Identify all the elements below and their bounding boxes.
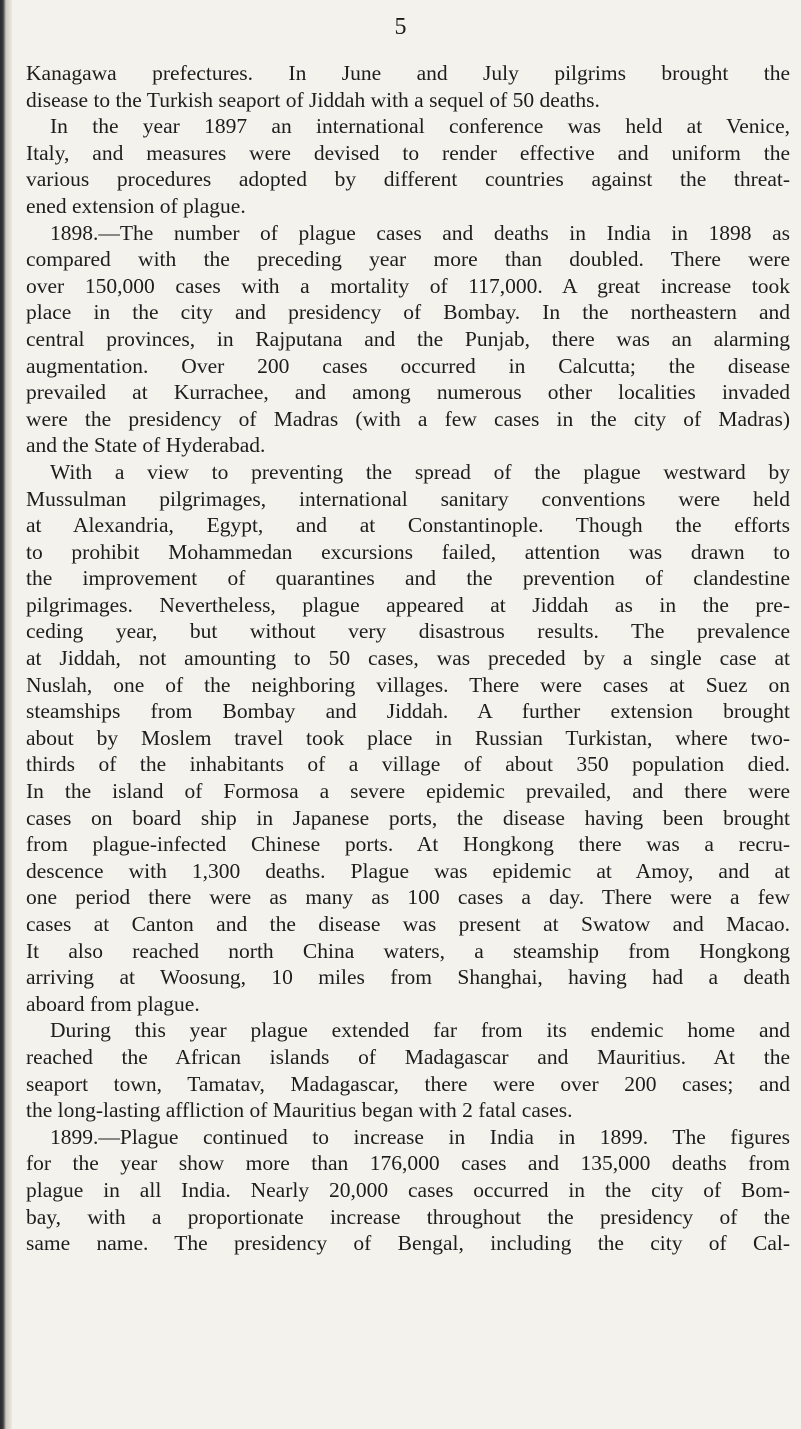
text-line: same name. The presidency of Bengal, including the city of Cal- (26, 1231, 790, 1256)
text-line: cases on board ship in Japanese ports, the disease having been brought (26, 805, 790, 830)
text-line: In the year 1897 an international conference was held at Venice, (50, 114, 790, 139)
text-line: seaport town, Tamatav, Madagascar, there were over 200 cases; and (26, 1071, 790, 1096)
text-line: With a view to preventing the spread of the plague westward by (50, 459, 790, 484)
text-line: In the island of Formosa a severe epidemic prevailed, and there were (26, 779, 790, 804)
text-line: augmentation. Over 200 cases occurred in Calcutta; the disease (26, 353, 790, 378)
text-line: It also reached north China waters, a steamship from Hongkong (26, 938, 790, 963)
text-line: arriving at Woosung, 10 miles from Shanghai, having had a death (26, 965, 790, 990)
text-line: aboard from plague. (26, 991, 200, 1016)
text-line: Nuslah, one of the neighboring villages. There were cases at Suez on (26, 672, 790, 697)
text-line: disease to the Turkish seaport of Jiddah with a sequel of 50 deaths. (26, 87, 600, 112)
text-line: various procedures adopted by different countries against the threat- (26, 167, 790, 192)
text-line: descence with 1,300 deaths. Plague was epidemic at Amoy, and at (26, 858, 790, 883)
text-line: central provinces, in Rajputana and the Punjab, there was an alarming (26, 326, 790, 351)
text-line: Mussulman pilgrimages, international sanitary conventions were held (26, 486, 790, 511)
text-line: steamships from Bombay and Jiddah. A further extension brought (26, 699, 790, 724)
text-line: were the presidency of Madras (with a few cases in the city of Madras) (26, 406, 790, 431)
text-line: one period there were as many as 100 cases a day. There were a few (26, 885, 790, 910)
text-line: thirds of the inhabitants of a village of about 350 population died. (26, 752, 790, 777)
text-line: pilgrimages. Nevertheless, plague appeared at Jiddah as in the pre- (26, 592, 790, 617)
text-line: the improvement of quarantines and the prevention of clandestine (26, 566, 790, 591)
text-line: and the State of Hyderabad. (26, 433, 266, 458)
text-line: 1899.—Plague continued to increase in India in 1899. The figures (50, 1124, 790, 1149)
book-binding-edge (0, 0, 12, 1429)
text-line: plague in all India. Nearly 20,000 cases occurred in the city of Bom- (26, 1177, 790, 1202)
text-line: cases at Canton and the disease was present at Swatow and Macao. (26, 912, 790, 936)
text-line: from plague-infected Chinese ports. At Hongkong there was a recru- (26, 832, 790, 857)
text-line: to prohibit Mohammedan excursions failed, attention was drawn to (26, 539, 790, 564)
text-line: ceding year, but without very disastrous results. The prevalence (26, 619, 790, 644)
text-line: Kanagawa prefectures. In June and July pilgrims brought the (26, 61, 790, 85)
text-line: prevailed at Kurrachee, and among numerous other localities invaded (26, 380, 790, 405)
body-text (26, 60, 790, 1257)
text-line: bay, with a proportionate increase throughout the presidency of the (26, 1204, 790, 1229)
text-line: ened extension of plague. (26, 193, 246, 218)
page-number: 5 (394, 14, 407, 40)
text-line: compared with the preceding year more than doubled. There were (26, 247, 790, 272)
text-line: for the year show more than 176,000 cases and 135,000 deaths from (26, 1151, 790, 1176)
text-line: Italy, and measures were devised to render effective and uniform the (26, 140, 790, 165)
text-line: During this year plague extended far from its endemic home and (50, 1018, 790, 1043)
text-line: over 150,000 cases with a mortality of 117,000. A great increase took (26, 273, 790, 298)
text-line: the long-lasting affliction of Mauritius began with 2 fatal cases. (26, 1098, 573, 1123)
text-line: reached the African islands of Madagascar and Mauritius. At the (26, 1044, 790, 1069)
text-line: place in the city and presidency of Bombay. In the northeastern and (26, 300, 790, 325)
text-line: 1898.—The number of plague cases and deaths in India in 1898 as (50, 220, 790, 245)
text-line: at Jiddah, not amounting to 50 cases, was preceded by a single case at (26, 646, 790, 671)
text-line: at Alexandria, Egypt, and at Constantinople. Though the efforts (26, 513, 790, 538)
text-line: about by Moslem travel took place in Russian Turkistan, where two- (26, 725, 790, 750)
